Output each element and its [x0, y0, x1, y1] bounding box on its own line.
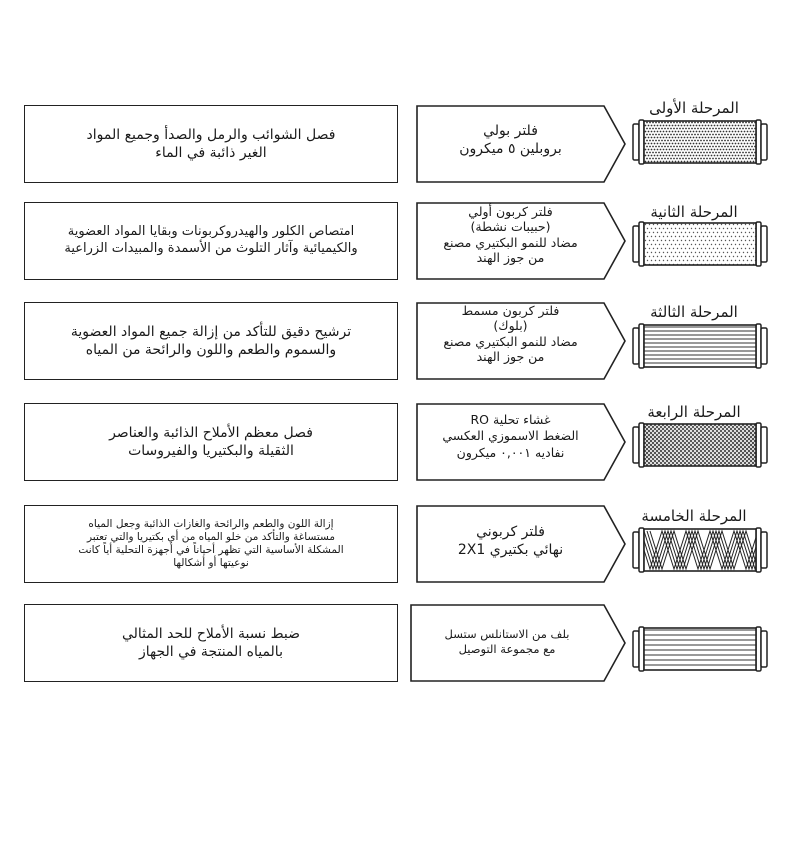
description-line: امتصاص الكلور والهيدروكربونات وبقايا المواد العضوية [67, 224, 355, 240]
stage-3-description [61, 323, 361, 359]
filter-line: (بلوك) [493, 318, 528, 334]
stage-5-filter-name [418, 523, 603, 559]
description-line: والسموم والطعم واللون والرائحة من المياه [85, 342, 337, 358]
filter-line: من جوز الهند [476, 249, 545, 265]
description-line: نوعيتها أو أشكالها [173, 557, 249, 570]
stage-6-filter-name [412, 627, 602, 657]
filter-line: نهائي بكتيري 2X1 [457, 542, 564, 559]
filter-line: فلتر كربوني [476, 524, 545, 540]
stage-1-label: المرحلة الأولى [649, 99, 739, 117]
stage-5-description-box [24, 505, 398, 583]
description-line: بالمياه المنتجة في الجهاز [139, 644, 283, 660]
description-line: فصل الشوائب والرمل والصدأ وجميع المواد [86, 126, 336, 143]
filter-line: بروبلين ٥ ميكرون [459, 141, 562, 158]
stage-1-filter-name [418, 122, 603, 158]
stage-3-filter-icon [630, 322, 770, 370]
filter-line: مضاد للنمو البكتيري مصنع [443, 333, 578, 349]
stage-6-description-box [24, 604, 398, 682]
description-line: الغير ذائبة في الماء [155, 145, 267, 161]
filter-line: مع مجموعة التوصيل [458, 641, 556, 656]
stage-2-filter-name [418, 204, 603, 265]
filter-line: بلف من الاستانلس ستسل [444, 627, 570, 641]
filter-line: فلتر كربون أولي [468, 204, 553, 219]
description-line: المشكلة الأساسية التي تظهر أحياناً في أجهزة التحلية أياً كانت [78, 544, 344, 556]
stage-5-description [68, 518, 353, 571]
stage-2-filter-icon [630, 220, 770, 268]
description-line: الثقيلة والبكتيريا والفيروسات [128, 443, 294, 459]
stage-5-label: المرحلة الخامسة [641, 507, 747, 525]
filter-line: نفاديه ٠,٠٠١ ميكرون [456, 444, 565, 460]
description-line: والكيميائية وآثار التلوث من الأسمدة والمبيدات الزراعية [64, 241, 358, 256]
description-line: مستساغة والتأكد من خلو المياه من أي بكتيريا والتي تعتبر [87, 530, 335, 543]
stage-4-filter-icon [630, 421, 770, 469]
filter-line: غشاء تحلية RO [470, 412, 551, 427]
description-line: إزالة اللون والطعم والرائحة والغازات الذائبة وجعل المياه [88, 517, 334, 530]
stage-3-description-box [24, 302, 398, 380]
filter-line: مضاد للنمو البكتيري مصنع [443, 234, 578, 250]
stage-1-description-box [24, 105, 398, 183]
stage-3-filter-name [418, 303, 603, 364]
filter-line: فلتر بولي [483, 123, 538, 139]
stage-3-label: المرحلة الثالثة [650, 303, 738, 321]
stage-4-description-box [24, 403, 398, 481]
stage-6-description [112, 625, 310, 661]
filter-line: من جوز الهند [476, 348, 545, 364]
stage-6-valve-icon [630, 625, 770, 673]
filter-line: فلتر كربون مسمط [461, 303, 560, 318]
stage-4-description [99, 424, 323, 460]
description-line: ضبط نسبة الأملاح للحد المثالي [121, 625, 301, 642]
filter-line: الضغط الاسموزي العكسي [442, 428, 579, 444]
stage-4-label: المرحلة الرابعة [647, 403, 741, 421]
stage-2-description [54, 224, 367, 258]
description-line: فصل معظم الأملاح الذائبة والعناصر [109, 424, 313, 441]
stage-1-filter-icon [630, 118, 770, 166]
stage-2-description-box [24, 202, 398, 280]
description-line: ترشيح دقيق للتأكد من إزالة جميع المواد العضوية [70, 323, 352, 340]
stage-1-description [77, 126, 346, 162]
filter-line: (حبيبات نشطة) [470, 219, 551, 235]
stage-5-filter-icon [630, 526, 770, 574]
stage-2-label: المرحلة الثانية [650, 203, 738, 221]
stage-4-filter-name [418, 412, 603, 461]
